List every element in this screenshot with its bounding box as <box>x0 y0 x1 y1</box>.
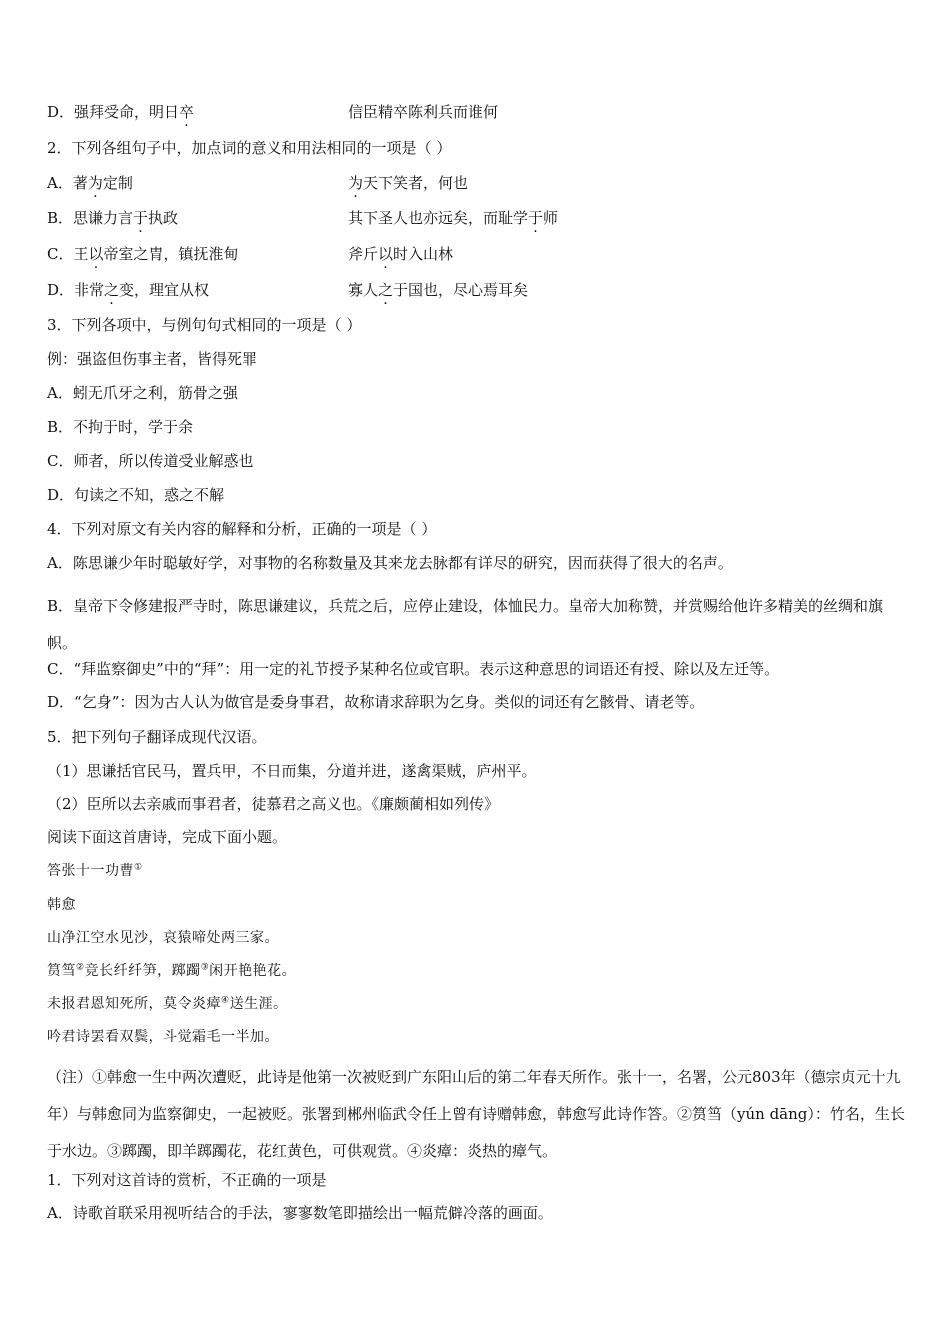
q3-example: 例：强盗但伤事主者，皆得死罪 <box>47 350 258 368</box>
q1-option-d: D．强拜受命，明日卒 信臣精卒陈利兵而谁何 <box>47 103 499 121</box>
sub-q1-stem: 1．下列对这首诗的赏析，不正确的一项是 <box>47 1171 327 1189</box>
poem-line-1: 山净江空水见沙，哀猿啼处两三家。 <box>47 930 279 946</box>
q3-stem: 3．下列各项中，与例句句式相同的一项是（ ） <box>47 316 362 334</box>
q5-sentence-2: （2）臣所以去亲戚而事君者，徒慕君之高义也。《廉颇蔺相如列传》 <box>47 795 500 813</box>
q3-option-d: D．句读之不知，惑之不解 <box>47 486 225 504</box>
q4-option-b: B．皇帝下令修建报严寺时，陈思谦建议，兵荒之后，应停止建设，体恤民力。皇帝大加称赞，并赏赐给他许多精美的丝绸和旗帜。 <box>47 597 884 652</box>
q5-sentence-1: （1）思谦括官民马，置兵甲，不日而集，分道并进，遂禽渠贼，庐州平。 <box>47 762 537 780</box>
q3-option-a: A．蚓无爪牙之利，筋骨之强 <box>47 384 238 402</box>
poem-intro: 阅读下面这首唐诗，完成下面小题。 <box>47 828 288 846</box>
q4-option-a: A．陈思谦少年时聪敏好学，对事物的名称数量及其来龙去脉都有详尽的研究，因而获得了很大的名声。 <box>47 554 733 572</box>
poem-line-3: 未报君恩知死所，莫令炎瘴④送生涯。 <box>47 995 288 1012</box>
q4-option-d: D．“乞身”：因为古人认为做官是委身事君，故称请求辞职为乞身。类似的词还有乞骸骨、请老等。 <box>47 693 705 711</box>
poem-line-2: 筼筜②竞长纤纤笋，踯躅③闲开艳艳花。 <box>47 962 297 979</box>
q3-option-b: B．不拘于时，学于余 <box>47 418 194 436</box>
q2-option-d: D．非常之变，理宜从权 寡人之于国也，尽心焉耳矣 <box>47 281 529 299</box>
q2-option-c: C．王以帝室之胄，镇抚淮甸 斧斤以时入山林 <box>47 245 454 263</box>
dotted-char: 卒 <box>179 103 195 121</box>
poem-title: 答张十一功曹① <box>47 862 143 879</box>
q2-option-b: B．思谦力言于执政 其下圣人也亦远矣，而耻学于师 <box>47 209 559 227</box>
q2-stem: 2．下列各组句子中，加点词的意义和用法相同的一项是（ ） <box>47 139 452 157</box>
sub-q1-option-a: A．诗歌首联采用视听结合的手法，寥寥数笔即描绘出一幅荒僻冷落的画面。 <box>47 1204 553 1222</box>
poem-notes: （注）①韩愈一生中两次遭贬，此诗是他第一次被贬到广东阳山后的第二年春天所作。张十一，名署，公元803年（德宗贞元十九年）与韩愈同为监察御史，一起被贬。张署到郴州临武令任上曾有诗赠韩愈，韩愈写此诗作答。②筼筜（yún dāng）：竹名，生长于水边。③踯躅，即羊踯躅花，花红黄色，可供观赏。④炎瘴：炎热的瘴气。 <box>47 1068 905 1160</box>
q3-option-c: C．师者，所以传道受业解惑也 <box>47 452 254 470</box>
poem-author: 韩愈 <box>47 897 76 913</box>
q5-stem: 5．把下列句子翻译成现代汉语。 <box>47 728 267 746</box>
q2-option-a: A．著为定制 为天下笑者，何也 <box>47 174 469 192</box>
q4-stem: 4．下列对原文有关内容的解释和分析，正确的一项是（ ） <box>47 520 437 538</box>
poem-line-4: 吟君诗罢看双鬓，斗觉霜毛一半加。 <box>47 1029 279 1045</box>
q4-option-c: C．“拜监察御史”中的“拜”：用一定的礼节授予某种名位或官职。表示这种意思的词语还有授、除以及左迁等。 <box>47 660 780 678</box>
